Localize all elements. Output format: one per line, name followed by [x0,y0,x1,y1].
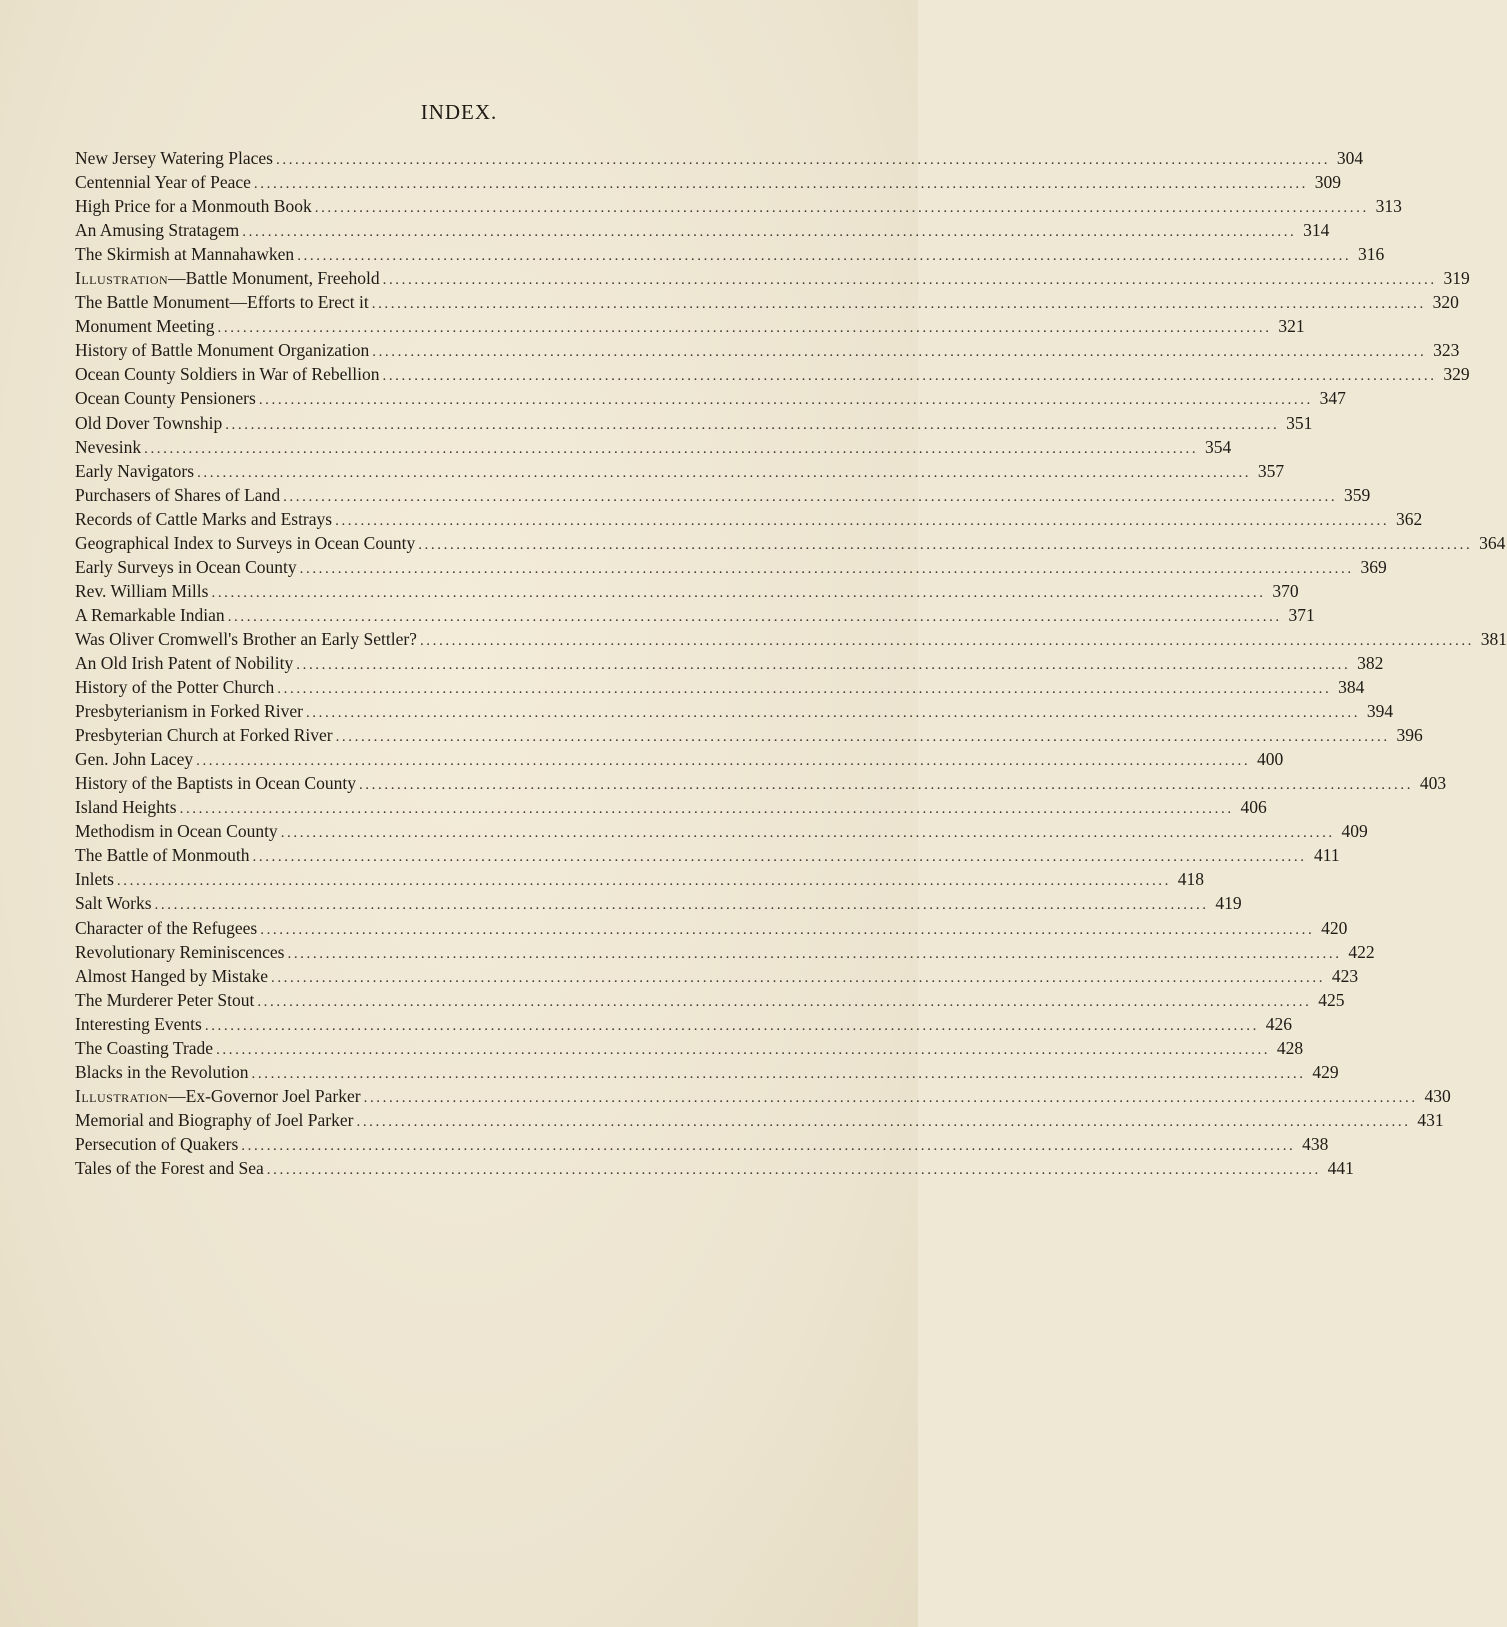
dot-leader [144,437,1198,461]
entry-page-number: 313 [1375,196,1402,217]
dot-leader [254,172,1308,196]
dot-leader [296,653,1350,677]
dot-leader [260,918,1314,942]
entry-label: Gen. John Lacey [75,749,194,770]
entry-label: The Coasting Trade [75,1037,214,1058]
index-entry [75,723,1423,747]
index-list [75,146,1507,1180]
index-entry [75,1108,1444,1132]
entry-label: Salt Works [75,893,152,914]
index-entry [75,1060,1339,1084]
index-entry [75,795,1267,819]
index-entry [75,1012,1292,1036]
entry-label: Purchasers of Shares of Land [75,484,281,505]
dot-leader [382,364,1436,388]
dot-leader [420,629,1474,653]
entry-label: Illustration—Ex-Governor Joel Parker [75,1085,361,1106]
index-entry [75,170,1342,194]
entry-page-number: 428 [1276,1037,1304,1058]
dot-leader [267,1158,1321,1182]
entry-page-number: 319 [1443,268,1470,289]
dot-leader [180,797,1234,821]
entry-page-number: 329 [1443,364,1470,385]
entry-page-number: 409 [1341,821,1368,842]
entry-page-number: 423 [1331,965,1359,986]
entry-label: Early Surveys in Ocean County [75,556,297,577]
dot-leader [300,557,1354,581]
index-entry [75,290,1459,314]
entry-page-number: 369 [1360,556,1387,577]
dot-leader [257,990,1311,1014]
dot-leader [306,701,1360,725]
dot-leader [155,893,1209,917]
dot-leader [297,244,1351,268]
index-entry [75,435,1232,459]
entry-label: Memorial and Biography of Joel Parker [75,1109,354,1130]
entry-page-number: 364 [1479,532,1506,553]
entry-label: Ocean County Soldiers in War of Rebellion [75,364,380,385]
entry-page-number: 314 [1303,220,1330,241]
entry-label: Records of Cattle Marks and Estrays [75,508,333,529]
dot-leader [335,509,1389,533]
entry-page-number: 403 [1419,773,1447,794]
dot-leader [287,942,1341,966]
entry-label: Nevesink [75,436,142,457]
entry-page-number: 422 [1348,941,1375,962]
index-entry [75,146,1364,170]
dot-leader [418,533,1472,557]
entry-label: Blacks in the Revolution [75,1061,249,1082]
entry-label: Geographical Index to Surveys in Ocean County [75,532,416,553]
entry-label: The Battle Monument—Efforts to Erect it [75,292,369,313]
entry-page-number: 309 [1314,172,1342,193]
entry-page-number: 396 [1396,725,1423,746]
index-entry [75,507,1423,531]
entry-label: Old Dover Township [75,412,223,433]
entry-page-number: 418 [1177,869,1204,890]
entry-label: The Murderer Peter Stout [75,989,255,1010]
dot-leader [336,725,1390,749]
entry-label: Early Navigators [75,460,195,481]
index-entry [75,338,1460,362]
index-entry [75,940,1375,964]
entry-label: Presbyterian Church at Forked River [75,725,333,746]
entry-page-number: 384 [1338,677,1365,698]
entry-page-number: 347 [1319,388,1346,409]
entry-label: The Skirmish at Mannahawken [75,244,295,265]
entry-label: History of the Potter Church [75,677,275,698]
dot-leader [241,1134,1295,1158]
index-entry [75,531,1506,555]
entry-page-number: 321 [1278,316,1305,337]
entry-label: Almost Hanged by Mistake [75,965,268,986]
entry-page-number: 411 [1314,845,1340,866]
entry-page-number: 438 [1302,1133,1329,1154]
dot-leader [218,316,1272,340]
entry-page-number: 359 [1343,484,1371,505]
dot-leader [205,1014,1259,1038]
index-entry [75,867,1204,891]
index-entry [75,194,1402,218]
index-entry [75,266,1470,290]
index-entry [75,411,1313,435]
dot-leader [276,148,1330,172]
entry-page-number: 362 [1395,508,1423,529]
entry-label: Centennial Year of Peace [75,172,251,193]
entry-page-number: 316 [1358,244,1385,265]
index-entry [75,771,1447,795]
entry-label: Revolutionary Reminiscences [75,941,285,962]
dot-leader [216,1038,1270,1062]
entry-page-number: 441 [1327,1157,1354,1178]
dot-leader [315,196,1369,220]
index-entry [75,1084,1451,1108]
entry-label: Presbyterianism in Forked River [75,701,303,722]
entry-page-number: 381 [1480,628,1507,649]
dot-leader [211,581,1265,605]
entry-page-number: 425 [1318,989,1345,1010]
dot-leader [253,845,1307,869]
index-entry [75,675,1365,699]
entry-label: History of the Baptists in Ocean County [75,773,356,794]
dot-leader [117,869,1171,893]
entry-label: The Battle of Monmouth [75,845,250,866]
index-entry [75,555,1387,579]
dot-leader [228,605,1282,629]
index-entry [75,362,1470,386]
entry-page-number: 304 [1336,148,1364,168]
index-entry [75,916,1348,940]
entry-page-number: 370 [1272,580,1299,601]
index-entry [75,651,1384,675]
entry-label: Methodism in Ocean County [75,821,278,842]
entry-label: Persecution of Quakers [75,1133,239,1154]
entry-page-number: 394 [1366,701,1394,722]
entry-page-number: 406 [1240,797,1267,818]
entry-label: History of Battle Monument Organization [75,340,370,361]
index-entry [75,891,1242,915]
dot-leader [356,1110,1410,1134]
index-entry [75,218,1330,242]
index-entry [75,1036,1304,1060]
dot-leader [197,461,1251,485]
index-entry [75,988,1345,1012]
entry-page-number: 351 [1286,412,1313,433]
entry-label: Interesting Events [75,1013,202,1034]
entry-label: An Amusing Stratagem [75,220,240,241]
entry-label: Monument Meeting [75,316,215,337]
dot-leader [383,268,1437,292]
index-entry [75,627,1507,651]
entry-page-number: 419 [1215,893,1242,914]
entry-page-number: 420 [1321,917,1348,938]
dot-leader [283,485,1337,509]
dot-leader [271,966,1325,990]
index-entry [75,964,1359,988]
entry-label: Inlets [75,869,114,890]
index-entry [75,747,1284,771]
entry-label: Ocean County Pensioners [75,388,256,409]
entry-label: Was Oliver Cromwell's Brother an Early Settler? [75,628,417,649]
dot-leader [277,677,1331,701]
entry-page-number: 431 [1417,1109,1444,1130]
page-title: INDEX. [420,100,498,124]
index-entry [75,579,1299,603]
entry-page-number: 357 [1257,460,1285,481]
index-entry [75,1156,1354,1180]
entry-page-number: 382 [1357,652,1384,673]
entry-page-number: 354 [1204,436,1232,457]
entry-label: Character of the Refugees [75,917,258,938]
entry-label: High Price for a Monmouth Book [75,196,312,217]
dot-leader [225,413,1279,437]
index-entry [75,483,1371,507]
index-entry [75,603,1315,627]
entry-label: Tales of the Forest and Sea [75,1157,264,1178]
entry-page-number: 320 [1432,292,1459,313]
dot-leader [364,1086,1418,1110]
dot-leader [281,821,1335,845]
entry-page-number: 429 [1312,1061,1339,1082]
entry-label: An Old Irish Patent of Nobility [75,652,294,673]
index-entry [75,699,1394,723]
index-entry [75,819,1368,843]
entry-page-number: 400 [1256,749,1284,770]
entry-label: Illustration—Battle Monument, Freehold [75,268,380,289]
entry-label: A Remarkable Indian [75,604,225,625]
dot-leader [372,292,1426,316]
dot-leader [242,220,1296,244]
dot-leader [196,749,1250,773]
entry-page-number: 430 [1424,1085,1451,1106]
index-entry [75,386,1346,410]
dot-leader [252,1062,1306,1086]
index-entry [75,843,1340,867]
index-entry [75,459,1285,483]
index-entry [75,1132,1329,1156]
dot-leader [359,773,1413,797]
entry-page-number: 323 [1433,340,1460,361]
dot-leader [372,340,1426,364]
entry-label: New Jersey Watering Places [75,148,273,168]
entry-page-number: 426 [1265,1013,1292,1034]
index-entry [75,314,1305,338]
dot-leader [259,388,1313,412]
entry-label: Rev. William Mills [75,580,209,601]
entry-page-number: 371 [1288,604,1315,625]
index-entry [75,242,1385,266]
entry-label: Island Heights [75,797,177,818]
